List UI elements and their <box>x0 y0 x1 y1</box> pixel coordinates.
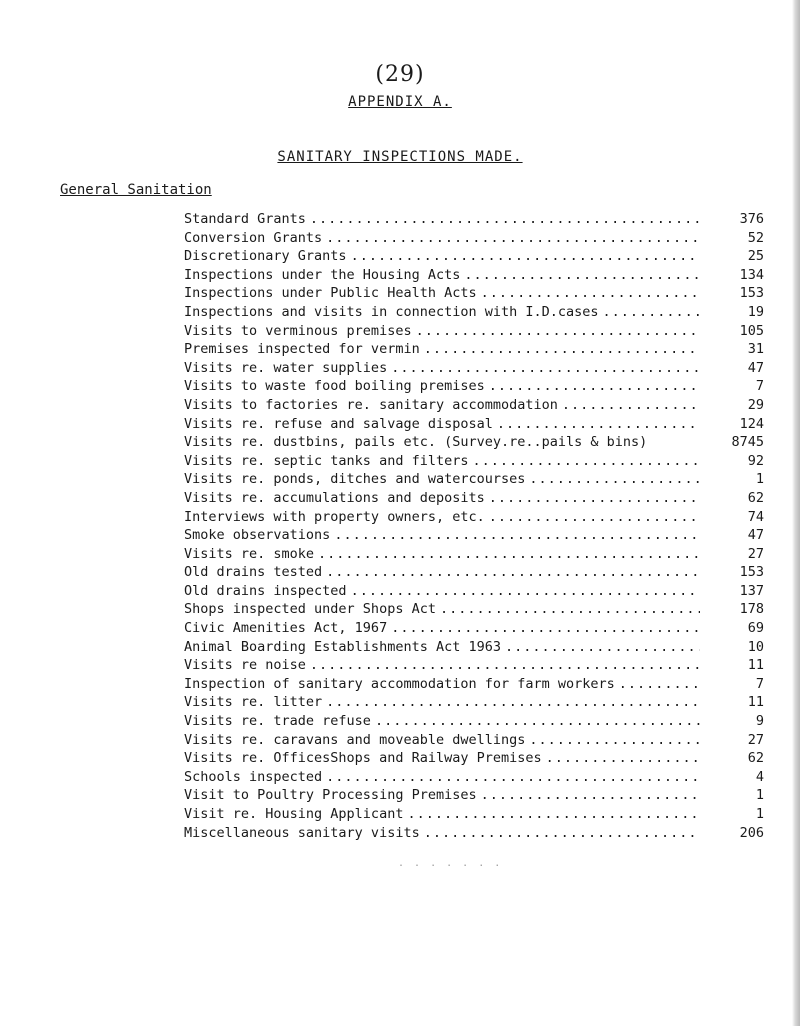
item-label: Conversion Grants <box>184 229 323 246</box>
item-count: 124 <box>739 415 764 432</box>
leader-dots <box>375 713 700 729</box>
item-label: Visits re. ponds, ditches and watercourses <box>184 471 526 488</box>
leader-dots <box>351 248 700 264</box>
list-item <box>184 211 764 230</box>
item-label: Visits re. OfficesShops and Railway Premises <box>184 750 542 767</box>
item-label: Inspections under Public Health Acts <box>184 285 477 302</box>
item-label: Civic Amenities Act, 1967 <box>184 620 388 637</box>
item-count: 47 <box>747 527 764 544</box>
leader-dots <box>318 546 700 562</box>
inspection-list <box>184 211 764 843</box>
item-label: Visits re. refuse and salvage disposal <box>184 415 493 432</box>
list-item <box>184 546 764 565</box>
item-label: Inspection of sanitary accommodation for farm workers <box>184 675 615 692</box>
list-item <box>184 471 764 490</box>
item-count: 376 <box>739 211 764 227</box>
leader-dots <box>505 639 700 655</box>
appendix-heading: APPENDIX A. <box>348 94 452 110</box>
item-label: Interviews with property owners, etc. <box>184 508 485 525</box>
item-count: 1 <box>755 787 764 804</box>
item-count: 1 <box>755 806 764 822</box>
leader-dots <box>546 750 700 766</box>
item-count: 178 <box>739 601 764 618</box>
item-count: 29 <box>747 396 764 413</box>
item-count: 19 <box>747 303 764 320</box>
item-label: Shops inspected under Shops Act <box>184 601 436 618</box>
leader-dots <box>424 825 700 841</box>
item-label: Old drains tested <box>184 564 323 581</box>
page-number: (29) <box>375 62 425 87</box>
item-count: 52 <box>747 229 764 246</box>
item-count: 4 <box>755 768 764 785</box>
list-item <box>184 769 764 788</box>
item-count: 25 <box>747 248 764 265</box>
list-item <box>184 434 764 453</box>
leader-dots <box>489 378 700 394</box>
item-count: 11 <box>747 694 764 711</box>
item-label: Standard Grants <box>184 211 306 227</box>
item-count: 27 <box>747 731 764 748</box>
item-count: 92 <box>747 452 764 469</box>
leader-dots <box>326 564 700 580</box>
item-count: 7 <box>755 675 764 692</box>
leader-dots <box>481 787 700 803</box>
list-item <box>184 787 764 806</box>
list-item <box>184 341 764 360</box>
item-label: Old drains inspected <box>184 582 347 599</box>
list-item <box>184 825 764 844</box>
item-label: Visits re. dustbins, pails etc. (Survey.re..pails & bins) <box>184 434 648 451</box>
document-title: SANITARY INSPECTIONS MADE. <box>277 149 523 165</box>
item-count: 10 <box>747 638 764 655</box>
leader-dots <box>481 285 700 301</box>
list-item <box>184 453 764 472</box>
leader-dots <box>310 211 700 227</box>
leader-dots <box>603 304 700 320</box>
item-count: 69 <box>747 620 764 637</box>
item-count: 1 <box>755 471 764 488</box>
item-label: Visits to verminous premises <box>184 322 412 339</box>
item-label: Premises inspected for vermin <box>184 341 420 358</box>
list-item <box>184 416 764 435</box>
item-count: 7 <box>755 378 764 395</box>
list-item <box>184 620 764 639</box>
list-item <box>184 230 764 249</box>
list-item <box>184 750 764 769</box>
leader-dots <box>497 416 700 432</box>
item-count: 62 <box>747 750 764 767</box>
item-label: Visits re. litter <box>184 694 323 711</box>
item-count: 206 <box>739 824 764 841</box>
list-item <box>184 304 764 323</box>
leader-dots <box>326 230 700 246</box>
item-label: Inspections and visits in connection with I.D.cases <box>184 303 599 320</box>
leader-dots <box>424 341 700 357</box>
item-label: Visits to factories re. sanitary accommodation <box>184 396 558 413</box>
leader-dots <box>529 732 700 748</box>
list-item <box>184 657 764 676</box>
item-count: 9 <box>755 713 764 730</box>
list-item <box>184 248 764 267</box>
item-label: Visits re noise <box>184 657 306 674</box>
leader-dots <box>529 471 700 487</box>
item-count: 62 <box>747 489 764 506</box>
list-item <box>184 601 764 620</box>
list-item <box>184 397 764 416</box>
item-count: 134 <box>739 266 764 283</box>
item-label: Smoke observations <box>184 527 331 544</box>
leader-dots <box>310 657 700 673</box>
leader-dots <box>326 694 700 710</box>
item-label: Visits re. caravans and moveable dwellings <box>184 731 526 748</box>
leader-dots <box>416 323 700 339</box>
leader-dots <box>472 453 700 469</box>
item-label: Schools inspected <box>184 768 323 785</box>
item-label: Inspections under the Housing Acts <box>184 266 461 283</box>
leader-dots <box>619 676 700 692</box>
list-item <box>184 713 764 732</box>
leader-dots <box>391 360 700 376</box>
print-artifact-dots: . . . . . . . <box>398 858 503 869</box>
list-item <box>184 323 764 342</box>
leader-dots <box>464 267 700 283</box>
item-count: 153 <box>739 285 764 302</box>
list-item <box>184 564 764 583</box>
list-item <box>184 732 764 751</box>
list-item <box>184 360 764 379</box>
item-label: Visit re. Housing Applicant <box>184 806 404 822</box>
item-label: Visit to Poultry Processing Premises <box>184 787 477 804</box>
item-count: 105 <box>739 322 764 339</box>
list-item <box>184 806 764 825</box>
leader-dots <box>334 527 700 543</box>
item-count: 31 <box>747 341 764 358</box>
list-item <box>184 639 764 658</box>
list-item <box>184 527 764 546</box>
leader-dots <box>440 601 700 617</box>
list-item <box>184 378 764 397</box>
leader-dots <box>489 490 700 506</box>
leader-dots <box>562 397 700 413</box>
list-item <box>184 509 764 528</box>
list-item <box>184 285 764 304</box>
section-title: General Sanitation <box>60 182 212 198</box>
item-label: Visits re. water supplies <box>184 359 388 376</box>
item-count: 11 <box>747 657 764 674</box>
item-label: Visits re. accumulations and deposits <box>184 489 485 506</box>
item-label: Visits re. trade refuse <box>184 713 371 730</box>
list-item <box>184 676 764 695</box>
leader-dots <box>326 769 700 785</box>
list-item <box>184 490 764 509</box>
leader-dots <box>391 620 700 636</box>
item-label: Visits to waste food boiling premises <box>184 378 485 395</box>
item-count: 47 <box>747 359 764 376</box>
leader-dots <box>489 509 700 525</box>
item-label: Visits re. smoke <box>184 545 315 562</box>
item-label: Visits re. septic tanks and filters <box>184 452 469 469</box>
item-count: 137 <box>739 582 764 599</box>
item-count: 153 <box>739 564 764 581</box>
item-count: 27 <box>747 545 764 562</box>
leader-dots <box>351 583 700 599</box>
list-item <box>184 694 764 713</box>
item-label: Miscellaneous sanitary visits <box>184 824 420 841</box>
item-count: 74 <box>747 508 764 525</box>
list-item <box>184 583 764 602</box>
item-label: Animal Boarding Establishments Act 1963 <box>184 638 501 655</box>
leader-dots <box>407 806 700 822</box>
item-label: Discretionary Grants <box>184 248 347 265</box>
item-count: 8745 <box>731 434 764 451</box>
list-item <box>184 267 764 286</box>
